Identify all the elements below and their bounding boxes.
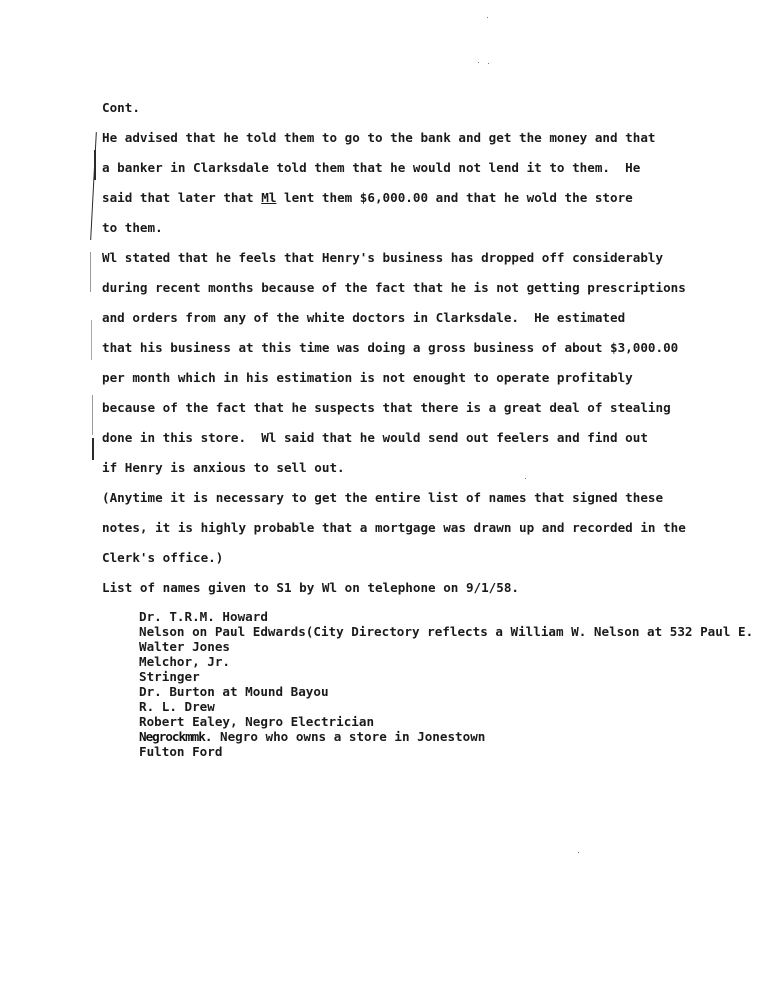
paragraph-line: Wl stated that he feels that Henry's business has dropped off considerably	[102, 250, 664, 265]
margin-bracket-mark	[90, 132, 97, 240]
paragraph-line	[102, 190, 633, 206]
list-intro: List of names given to S1 by Wl on telephone on 9/1/58.	[102, 580, 520, 595]
paragraph-line: per month which in his estimation is not enought to operate profitably	[102, 370, 633, 385]
list-item-text: . Negro who owns a store in Jonestown	[204, 729, 486, 744]
paragraph-line: because of the fact that he suspects that there is a great deal of stealing	[102, 400, 671, 415]
margin-bracket-mark	[92, 395, 93, 435]
list-item: Nelson on Paul Edwards(City Directory reflects a William W. Nelson at 532 Paul E.	[139, 624, 754, 639]
names-list	[139, 609, 753, 759]
paragraph-line: Clerk's office.)	[102, 550, 224, 565]
paragraph-line: He advised that he told them to go to the bank and get the money and that	[102, 130, 656, 145]
paragraph-line: to them.	[102, 220, 163, 235]
scan-speck	[488, 63, 489, 64]
paragraph-line: if Henry is anxious to sell out.	[102, 460, 345, 475]
paragraph-line: a banker in Clarksdale told them that he would not lend it to them. He	[102, 160, 641, 175]
list-item: Walter Jones	[139, 639, 230, 654]
line-text: lent them $6,000.00 and that he wold the store	[276, 190, 633, 205]
list-item: Melchor, Jr.	[139, 654, 230, 669]
continuation-heading: Cont.	[102, 100, 140, 115]
margin-bracket-mark	[91, 320, 92, 360]
list-item: Dr. Burton at Mound Bayou	[139, 684, 329, 699]
paragraph-line: (Anytime it is necessary to get the entire list of names that signed these	[102, 490, 664, 505]
margin-bracket-mark	[90, 252, 91, 292]
underlined-informant-code: Ml	[261, 190, 277, 205]
scan-speck	[525, 478, 526, 479]
scan-speck	[478, 62, 479, 63]
paragraph-line: and orders from any of the white doctors in Clarksdale. He estimated	[102, 310, 626, 325]
list-item	[139, 729, 753, 744]
list-item: Stringer	[139, 669, 200, 684]
margin-bracket-mark	[94, 150, 96, 180]
margin-bracket-mark	[92, 438, 94, 460]
scan-speck	[578, 852, 579, 853]
struck-out-name: Negrockmmk	[139, 729, 205, 744]
scan-speck	[487, 17, 488, 18]
list-item: Robert Ealey, Negro Electrician	[139, 714, 375, 729]
paragraph-line: notes, it is highly probable that a mortgage was drawn up and recorded in the	[102, 520, 686, 535]
list-item: R. L. Drew	[139, 699, 215, 714]
list-item: Dr. T.R.M. Howard	[139, 609, 268, 624]
paragraph-line: during recent months because of the fact that he is not getting prescriptions	[102, 280, 686, 295]
line-text: said that later that	[102, 190, 262, 205]
list-item: Fulton Ford	[139, 744, 223, 759]
paragraph-line: that his business at this time was doing a gross business of about $3,000.00	[102, 340, 679, 355]
paragraph-line: done in this store. Wl said that he would send out feelers and find out	[102, 430, 648, 445]
